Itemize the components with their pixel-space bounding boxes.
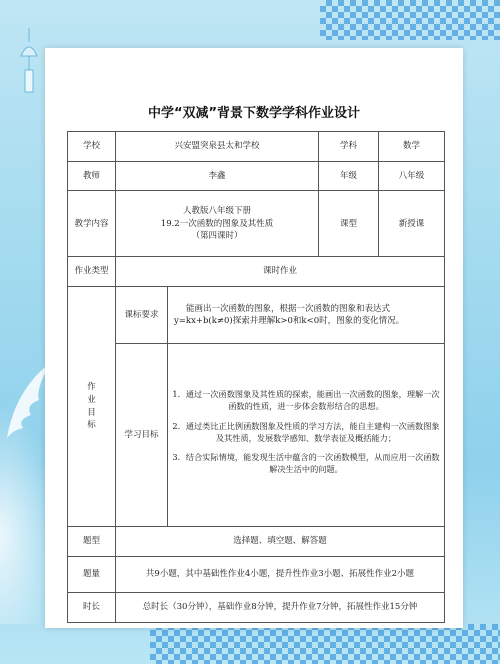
content-line: 19.2一次函数的图象及其性质 xyxy=(160,218,274,229)
homework-type-value: 课时作业 xyxy=(116,257,445,287)
content-line: 人教版八年级下册 xyxy=(182,205,251,216)
content-value xyxy=(116,191,319,257)
table-row xyxy=(68,593,445,623)
checker-decoration-bottom xyxy=(150,624,500,664)
learning-goal-label: 学习目标 xyxy=(116,344,168,527)
question-type-label: 题型 xyxy=(68,527,116,557)
question-count-label: 题量 xyxy=(68,556,116,592)
goal-label-char: 目 xyxy=(87,407,96,418)
standard-line: y=kx+b(k≠0)探索并理解k>0和k<0时，图象的变化情况。 xyxy=(174,316,405,327)
homework-design-table xyxy=(67,131,445,623)
lesson-type-value: 新授课 xyxy=(379,191,445,257)
homework-type-label: 作业类型 xyxy=(68,257,116,287)
standard-value xyxy=(168,287,445,344)
question-type-value: 选择题、填空题、解答题 xyxy=(116,527,445,557)
table-row xyxy=(68,287,445,344)
table-row xyxy=(68,344,445,527)
learning-goal-item: 1．通过一次函数图象及其性质的探索，能画出一次函数的图象，理解一次函数的性质，进一步体会数形结合的思想。 xyxy=(172,388,440,412)
goal-label-char: 标 xyxy=(87,420,96,431)
teacher-label: 教师 xyxy=(68,161,116,191)
homework-goal-label xyxy=(68,287,116,527)
duration-label: 时长 xyxy=(68,593,116,623)
table-row xyxy=(68,132,445,162)
table-row xyxy=(68,527,445,557)
wind-chime-icon xyxy=(18,28,40,98)
content-label: 教学内容 xyxy=(68,191,116,257)
table-row xyxy=(68,191,445,257)
document-page xyxy=(45,48,463,628)
lesson-type-label: 课型 xyxy=(319,191,379,257)
table-row xyxy=(68,257,445,287)
standard-label: 课标要求 xyxy=(116,287,168,344)
school-value: 兴安盟突泉县太和学校 xyxy=(116,132,319,162)
grade-value: 八年级 xyxy=(379,161,445,191)
goal-label-char: 作 xyxy=(87,382,96,393)
school-label: 学校 xyxy=(68,132,116,162)
duration-value: 总时长（30分钟），基础作业8分钟，提升作业7分钟，拓展性作业15分钟 xyxy=(116,593,445,623)
content-line: （第四课时） xyxy=(191,231,243,242)
subject-value: 数学 xyxy=(379,132,445,162)
learning-goal-item: 3．结合实际情境，能发现生活中蕴含的一次函数模型，从而应用一次函数解决生活中的问题。 xyxy=(172,452,440,475)
grade-label: 年级 xyxy=(319,161,379,191)
question-count-value: 共9小题，其中基础性作业4小题，提升性作业3小题、拓展性作业2小题 xyxy=(116,556,445,592)
checker-decoration-top xyxy=(320,0,500,40)
learning-goal-item: 2．通过类比正比例函数图象及性质的学习方法，能自主建构一次函数图象及其性质，发展数学感知、数学表征及概括能力； xyxy=(172,420,440,443)
learning-goals xyxy=(168,344,445,527)
document-title: 中学“双减”背景下数学学科作业设计 xyxy=(147,106,361,121)
subject-label: 学科 xyxy=(319,132,379,162)
standard-line: 能画出一次函数的图象，根据一次函数的图象和表达式 xyxy=(186,303,391,314)
table-row xyxy=(68,161,445,191)
table-row xyxy=(68,556,445,592)
teacher-value: 李鑫 xyxy=(116,161,319,191)
goal-label-char: 业 xyxy=(87,394,96,405)
